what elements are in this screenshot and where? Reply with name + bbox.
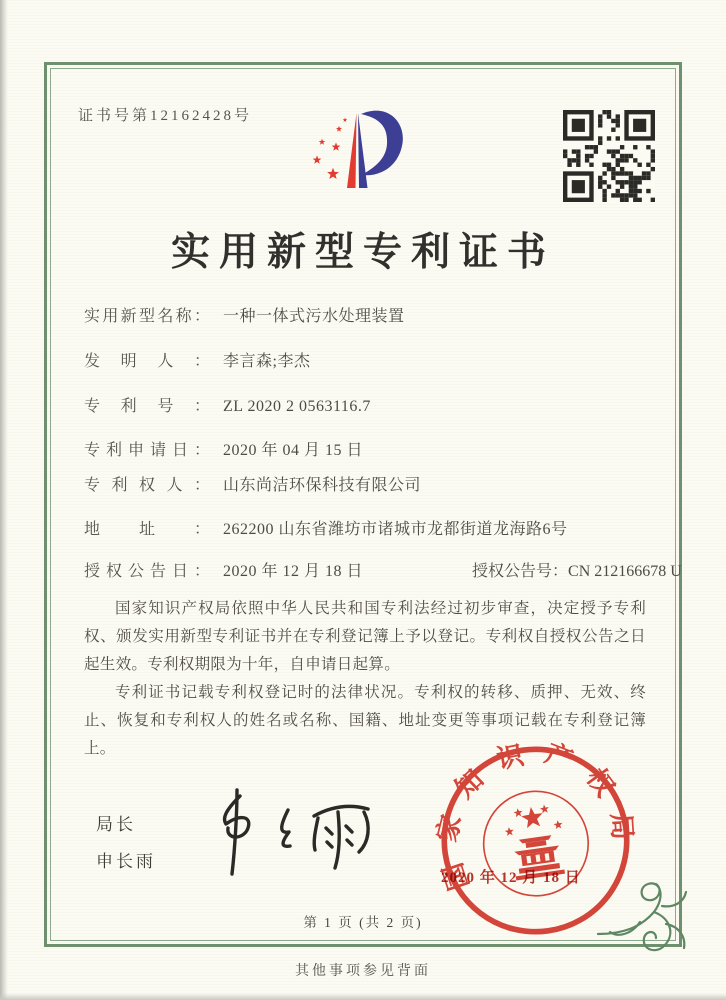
grant-date-label: 授权公告日： (84, 563, 210, 580)
grant-row (84, 558, 682, 581)
field-label: 专利权人： (84, 477, 210, 494)
field-value: ZL 2020 2 0563116.7 (223, 398, 371, 415)
grant-no-value: CN 212166678 U (568, 563, 682, 580)
certificate-number: 证书号第12162428号 (78, 108, 253, 124)
field-row-patentee (84, 472, 421, 495)
field-value: 262200 山东省潍坊市诸城市龙都街道龙海路6号 (223, 521, 568, 538)
body-paragraph-1: 国家知识产权局依照中华人民共和国专利法经过初步审查，决定授予专利权、颁发实用新型专利证书并在专利登记簿上予以登记。专利权自授权公告之日起生效。专利权期限为十年，自申请日起算。 (84, 600, 646, 673)
grant-date-value: 2020 年 12 月 18 日 (223, 563, 364, 580)
scan-edge-left (0, 0, 8, 1000)
field-value: 一种一体式污水处理装置 (223, 308, 405, 325)
field-row-address (84, 516, 568, 539)
field-row-inventor (84, 348, 310, 371)
field-value: 山东尚洁环保科技有限公司 (223, 477, 422, 494)
scan-edge-bottom (0, 993, 726, 1000)
certificate-title: 实用新型专利证书 (170, 231, 555, 274)
field-value: 李言森;李杰 (223, 353, 311, 370)
field-row-filing-date (84, 437, 363, 460)
commissioner-block (96, 810, 156, 884)
corner-ornament-icon (596, 872, 692, 958)
field-row-patent-no (84, 393, 371, 416)
cnipa-logo-icon (283, 96, 443, 204)
grant-no-label: 授权公告号： (472, 563, 569, 580)
seal-text: 国家知识产权局 (431, 736, 639, 895)
field-label: 专利号： (84, 398, 210, 415)
qr-code (563, 110, 655, 202)
page-number: 第 1 页 (共 2 页) (303, 915, 423, 930)
field-row-name (84, 303, 405, 326)
footer-note: 其他事项参见背面 (295, 964, 431, 979)
field-label: 地址： (84, 521, 210, 538)
field-label: 专利申请日： (84, 442, 210, 459)
field-label: 发明人： (84, 353, 210, 370)
signature-icon (196, 782, 406, 882)
grant-no-group (472, 558, 682, 581)
field-value: 2020 年 04 月 15 日 (223, 442, 364, 459)
field-label: 实用新型名称： (84, 308, 210, 325)
commissioner-name: 申长雨 (96, 852, 156, 871)
seal-date: 2020 年 12 月 18 日 (441, 870, 581, 886)
commissioner-title: 局长 (96, 815, 136, 834)
body-paragraph-2: 专利证书记载专利权登记时的法律状况。专利权的转移、质押、无效、终止、恢复和专利权人的姓名或名称、国籍、地址变更等事项记载在专利登记簿上。 (84, 684, 646, 757)
